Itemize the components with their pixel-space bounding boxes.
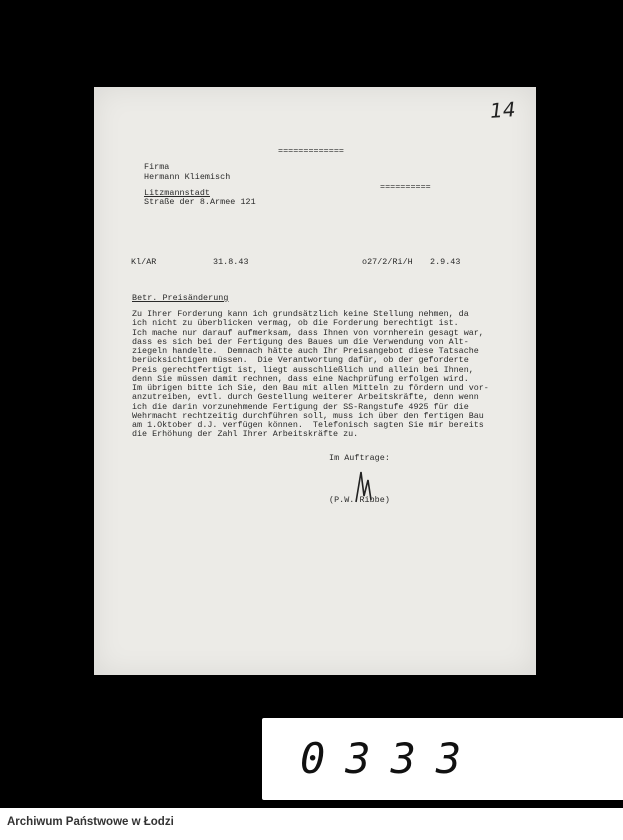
- paragraph-1-line: dass es sich bei der Fertigung des Baues um die Verwendung von Alt-: [132, 336, 469, 347]
- paragraph-1-line: Preis gerechtfertigt ist, liegt ausschließlich und allein bei Ihnen,: [132, 364, 474, 375]
- paragraph-2-line: die Erhöhung der Zahl Ihrer Arbeitskräfte zu.: [132, 429, 359, 440]
- paragraph-2-line: Im übrigen bitte ich Sie, den Bau mit allen Mitteln zu fördern und vor-: [132, 383, 489, 393]
- paragraph-2-line: Wehrmacht rechtzeitig durchführen soll, muss ich über den fertigen Bau: [132, 410, 484, 421]
- paragraph-2-line: ich die darin vorzunehmende Fertigung der SS-Rangstufe 4925 für die: [132, 401, 469, 412]
- ref-right-date: 2.9.43: [430, 257, 461, 267]
- closing-formula: Im Auftrage:: [329, 453, 390, 463]
- top-rule: =============: [278, 146, 344, 156]
- paragraph-1-line: ziegeln handelte. Demnach hätte auch Ihr Preisangebot diese Tatsache: [132, 346, 479, 357]
- paragraph-2-line: am 1.Oktober d.J. verfügen können. Telefonisch sagten Sie mir bereits: [132, 420, 484, 431]
- subject-line: Betr. Preisänderung: [132, 293, 229, 303]
- address-line-1: Firma: [144, 162, 170, 172]
- signatory-name: (P.W. Ribbe): [329, 495, 390, 505]
- paragraph-1-line: Zu Ihrer Forderung kann ich grundsätzlich keine Stellung nehmen, da: [132, 309, 469, 319]
- frame-counter-digits: 0333: [300, 734, 482, 783]
- address-line-2: Hermann Kliemisch: [144, 172, 231, 182]
- paragraph-1-line: berücksichtigen müssen. Die Verantwortung dafür, ob der geforderte: [132, 355, 469, 366]
- ref-left-date: 31.8.43: [213, 257, 249, 267]
- address-line-3: Litzmannstadt: [144, 188, 210, 198]
- paragraph-1-line: denn Sie müssen damit rechnen, dass eine Nachprüfung erfolgen wird.: [132, 374, 469, 385]
- paragraph-1: [132, 310, 522, 384]
- paragraph-2: [132, 384, 522, 440]
- address-line-4: Straße der 8.Armee 121: [144, 197, 256, 207]
- paragraph-1-line: ich nicht zu überblicken vermag, ob die Forderung berechtigt ist.: [132, 318, 459, 329]
- paragraph-1-line: Ich mache nur darauf aufmerksam, dass Ihnen von vornherein gesagt war,: [132, 327, 484, 338]
- right-rule: ==========: [380, 182, 431, 192]
- paragraph-2-line: anzutreiben, evtl. durch Gestellung weiterer Arbeitskräfte, denn wenn: [132, 392, 479, 403]
- folio-number: 14: [489, 97, 517, 123]
- ref-right-code: o27/2/Ri/H: [362, 257, 413, 267]
- archive-name: Archiwum Państwowe w Łodzi: [7, 816, 174, 828]
- ref-left-code: Kl/AR: [131, 257, 157, 267]
